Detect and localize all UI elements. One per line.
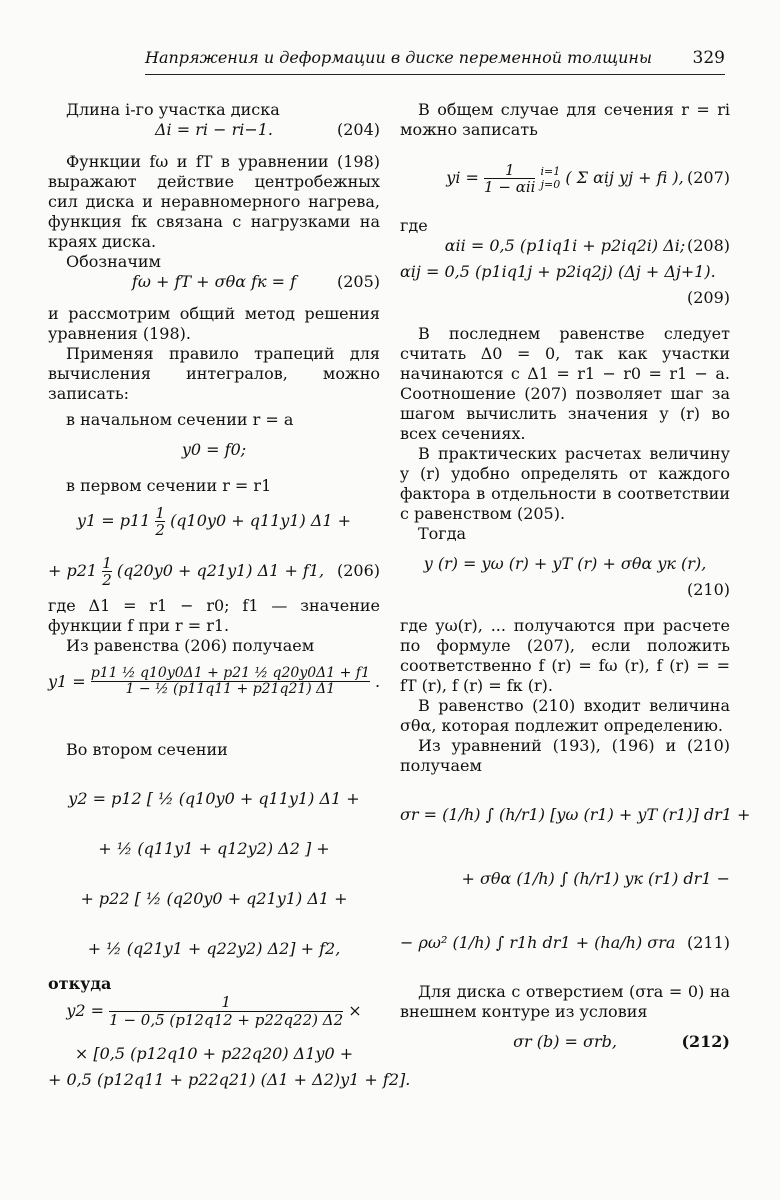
equation-y2-line1 bbox=[48, 774, 380, 824]
equation-206-line2 bbox=[48, 546, 380, 596]
paragraph: Во втором сечении bbox=[66, 740, 228, 759]
denominator: 2 bbox=[155, 521, 165, 539]
paragraph: откуда bbox=[48, 974, 112, 993]
equation-text: + p21 bbox=[48, 561, 98, 580]
numerator: 1 bbox=[221, 993, 231, 1011]
sum-lower-limit: j=0 bbox=[540, 177, 561, 191]
equation-number: (209) bbox=[686, 288, 730, 307]
page-number: 329 bbox=[692, 48, 725, 68]
numerator: p11 ½ q10y0Δ1 + p21 ½ q20y0Δ1 + f1 bbox=[90, 665, 370, 681]
equation-204 bbox=[48, 120, 380, 146]
equation-text: Δi = ri − ri−1. bbox=[154, 120, 274, 139]
equation-text: y1 = bbox=[48, 671, 86, 691]
equation-y2-line7 bbox=[48, 1070, 411, 1096]
equation-text: + p22 [ ½ (q20y0 + q21y1) Δ1 + bbox=[80, 889, 348, 908]
equation-209 bbox=[400, 262, 730, 288]
equation-text: y0 = f0; bbox=[181, 440, 247, 459]
numerator: 1 bbox=[504, 160, 515, 179]
equation-text: σr (b) = σrb, bbox=[513, 1032, 617, 1051]
equation-text: y1 = p11 bbox=[76, 511, 151, 530]
equation-206-line1 bbox=[48, 496, 380, 546]
equation-text: × bbox=[348, 1001, 362, 1020]
running-title: Напряжения и деформации в диске переменной толщины bbox=[145, 48, 652, 67]
equation-number: (208) bbox=[686, 236, 730, 255]
paragraph: Функции fω и fT в уравнении (198) выражают действие центробежных сил диска и неравномерного нагрева, функция fк связана с нагрузками на краях диска. bbox=[48, 152, 380, 251]
equation-207 bbox=[400, 140, 730, 216]
fraction bbox=[91, 666, 370, 698]
denominator: 1 − ½ (p11q11 + p21q21) Δ1 bbox=[125, 681, 336, 698]
paragraph: Из равенства (206) получаем bbox=[66, 636, 315, 655]
sum-limits bbox=[541, 166, 561, 190]
equation-text: − ρω² (1/h) ∫ r1h dr1 + (ha/h) σra bbox=[400, 933, 676, 952]
paragraph: в начальном сечении r = a bbox=[66, 410, 294, 429]
equation-text: y2 = p12 [ ½ (q10y0 + q11y1) Δ1 + bbox=[68, 789, 360, 808]
equation-text: + ½ (q21y1 + q22y2) Δ2] + f2, bbox=[87, 939, 341, 958]
paragraph: и рассмотрим общий метод решения уравнения (198). bbox=[48, 304, 380, 343]
sum-upper-limit: i=1 bbox=[540, 165, 561, 179]
denominator: 1 − 0,5 (p12q12 + p22q22) Δ2 bbox=[109, 1010, 344, 1029]
equation-number: (207) bbox=[686, 168, 730, 187]
paragraph: Из уравнений (193), (196) и (210) получаем bbox=[400, 736, 730, 775]
denominator: 1 − αii bbox=[484, 178, 536, 196]
equation-text: + σθα (1/h) ∫ (h/r1) yк (r1) dr1 − bbox=[461, 869, 730, 888]
denominator: 2 bbox=[102, 571, 112, 589]
equation-text: (q10y0 + q11y1) Δ1 + bbox=[170, 511, 352, 530]
equation-text: + ½ (q11y1 + q12y2) Δ2 ] + bbox=[98, 839, 330, 858]
equation-205 bbox=[48, 272, 380, 298]
equation-text: y2 = bbox=[66, 1001, 105, 1020]
equation-text: αii = 0,5 (p1iq1i + p2iq2i) Δi; bbox=[444, 236, 686, 255]
equation-208 bbox=[400, 236, 730, 262]
equation-y2-line6 bbox=[48, 1044, 380, 1070]
running-header bbox=[145, 48, 725, 75]
equation-211-line1 bbox=[400, 790, 751, 840]
paragraph: В равенство (210) входит величина σθα, которая подлежит определению. bbox=[400, 696, 730, 735]
equation-210 bbox=[400, 554, 730, 580]
fraction bbox=[109, 994, 343, 1028]
equation-number: (210) bbox=[686, 580, 730, 599]
equation-text: + 0,5 (p12q11 + p22q21) (Δ1 + Δ2)y1 + f2]. bbox=[48, 1070, 411, 1089]
equation-y1 bbox=[48, 666, 380, 726]
equation-text: y (r) = yω (r) + yT (r) + σθα yк (r), bbox=[423, 554, 707, 573]
equation-y2-line3 bbox=[48, 874, 380, 924]
paragraph: где Δ1 = r1 − r0; f1 — значение функции f при r = r1. bbox=[48, 596, 380, 635]
paragraph: Тогда bbox=[418, 524, 467, 543]
equation-y2-line2 bbox=[48, 824, 380, 874]
equation-number: (204) bbox=[336, 120, 380, 139]
equation-211-line2 bbox=[400, 854, 730, 904]
fraction bbox=[155, 505, 165, 539]
paragraph: где bbox=[400, 216, 428, 235]
equation-number: (206) bbox=[336, 561, 380, 580]
equation-text: ( Σ αij yj + fi ), bbox=[565, 168, 684, 187]
equation-number: (212) bbox=[681, 1032, 730, 1051]
paragraph: Обозначим bbox=[66, 252, 161, 271]
equation-text: αij = 0,5 (p1iq1j + p2iq2j) (Δj + Δj+1). bbox=[400, 262, 716, 281]
paragraph: Применяя правило трапеций для вычисления интегралов, можно записать: bbox=[48, 344, 380, 403]
equation-number: (205) bbox=[336, 272, 380, 291]
right-column bbox=[400, 100, 751, 1058]
equation-text: σr = (1/h) ∫ (h/r1) [yω (r1) + yT (r1)] dr1 + bbox=[400, 805, 751, 824]
equation-y0 bbox=[48, 440, 380, 466]
equation-210-number bbox=[400, 580, 730, 606]
equation-y2-line4 bbox=[48, 924, 380, 974]
paragraph: В общем случае для сечения r = ri можно записать bbox=[400, 100, 730, 139]
equation-212 bbox=[400, 1032, 730, 1058]
numerator: 1 bbox=[155, 503, 165, 522]
fraction bbox=[484, 162, 535, 196]
equation-number: (211) bbox=[686, 933, 730, 952]
equation-y2-line5 bbox=[48, 994, 380, 1044]
equation-text: . bbox=[374, 671, 381, 691]
paragraph: где yω(r), ... получаются при расчете по формуле (207), если положить соответственно f (r) = fω (r), f (r) = = fT (r), f (r) = fк (r). bbox=[400, 616, 730, 695]
equation-211-line3 bbox=[400, 918, 730, 968]
equation-text: yi = bbox=[446, 168, 479, 187]
paragraph: Длина i-го участка диска bbox=[66, 100, 280, 119]
left-column bbox=[48, 100, 411, 1096]
numerator: 1 bbox=[102, 553, 112, 572]
equation-209-number bbox=[400, 288, 730, 314]
paragraph: В последнем равенстве следует считать Δ0 = 0, так как участки начинаются с Δ1 = r1 − r0 = r1 − a. Соотношение (207) позволяет шаг за шагом вычислить значения y (r) во всех сечениях. bbox=[400, 324, 730, 443]
equation-text: (q20y0 + q21y1) Δ1 + f1, bbox=[116, 561, 325, 580]
paragraph: В практических расчетах величину y (r) удобно определять от каждого фактора в отдельности в соответствии с равенством (205). bbox=[400, 444, 730, 523]
fraction bbox=[102, 555, 112, 589]
equation-text: × [0,5 (p12q10 + p22q20) Δ1y0 + bbox=[74, 1044, 354, 1063]
paragraph: Для диска с отверстием (σra = 0) на внешнем контуре из условия bbox=[400, 982, 730, 1021]
paragraph: в первом сечении r = r1 bbox=[66, 476, 272, 495]
equation-text: fω + fT + σθα fк = f bbox=[131, 272, 297, 291]
